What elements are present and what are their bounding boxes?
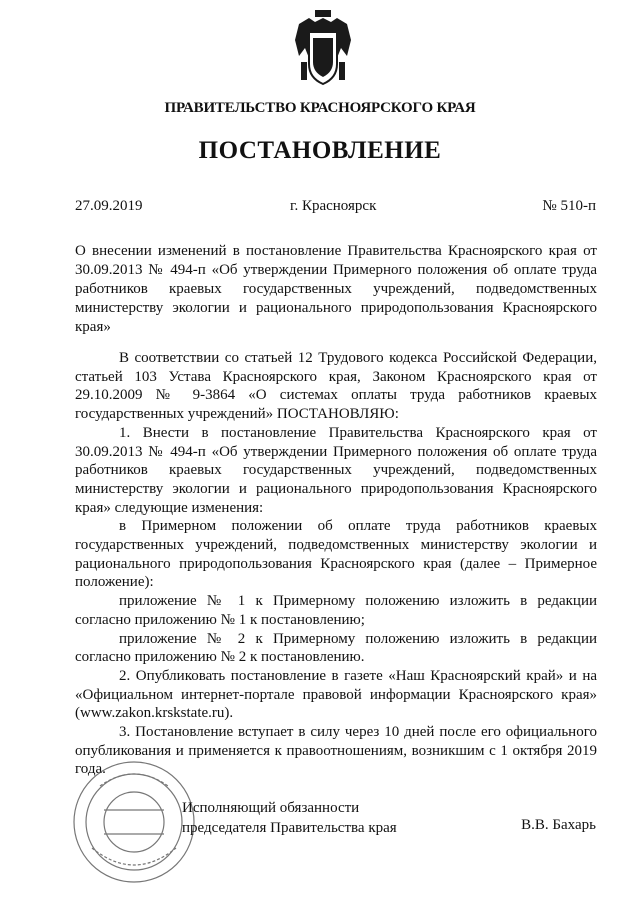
coat-of-arms-icon (293, 10, 353, 86)
official-seal-icon (70, 758, 198, 886)
document-date: 27.09.2019 (75, 198, 143, 214)
appendix-1-paragraph: приложение № 1 к Примерному положению изложить в редакции согласно приложению № 1 к постановлению; (75, 593, 597, 628)
clause-2-paragraph: 2. Опубликовать постановление в газете «Наш Красноярский край» и на «Официальном интернет-портале правовой информации Красноярского края» (www.zakon.krskstate.ru). (75, 667, 597, 722)
clause-3-paragraph: 3. Постановление вступает в силу через 10 дней после его официального опубликования и применяется к правоотношениям, возникшим с 1 октября 2019 года. (75, 724, 597, 778)
signatory-position-line2: председателя Правительства края (182, 820, 397, 836)
document-number: № 510-п (542, 198, 596, 214)
clause-1-paragraph: 1. Внести в постановление Правительства Красноярского края от 30.09.2013 № 494-п «Об утверждении Примерного положения об оплате труда работников краевых государственных учреждений, подведомственных министерству экологии и рационального природопользования Красноярского края» следующие изменения: (75, 424, 597, 516)
appendix-2-paragraph: приложение № 2 к Примерному положению изложить в редакции согласно приложению № 2 к постановлению. (75, 630, 597, 666)
signatory-position (182, 798, 397, 838)
government-name: ПРАВИТЕЛЬСТВО КРАСНОЯРСКОГО КРАЯ (164, 100, 476, 116)
signatory-name: В.В. Бахарь (521, 817, 596, 833)
preamble-paragraph: В соответствии со статьей 12 Трудового кодекса Российской Федерации, статьей 103 Устава Красноярского края, Законом Красноярского края от 29.10.2009 № 9-3864 «О системах оплаты труда работников краевых государственных учреждений» ПОСТАНОВЛЯЮ: (75, 350, 597, 423)
document-body (75, 349, 597, 779)
clause-1-subparagraph: в Примерном положении об оплате труда работников краевых государственных учреждений, подведомственных министерству экологии и рационального природопользования Красноярского края (далее – Примерное положение): (75, 518, 597, 591)
document-subject: О внесении изменений в постановление Правительства Красноярского края от 30.09.2013 № 494-п «Об утверждении Примерного положения об оплате труда работников краевых государственных учреждений, подведомственных министерству экологии и рационального природопользования Красноярского края» (75, 243, 597, 335)
document-city: г. Красноярск (290, 198, 377, 214)
document-title: ПОСТАНОВЛЕНИЕ (198, 137, 442, 164)
signatory-position-line1: Исполняющий обязанности (182, 800, 360, 816)
